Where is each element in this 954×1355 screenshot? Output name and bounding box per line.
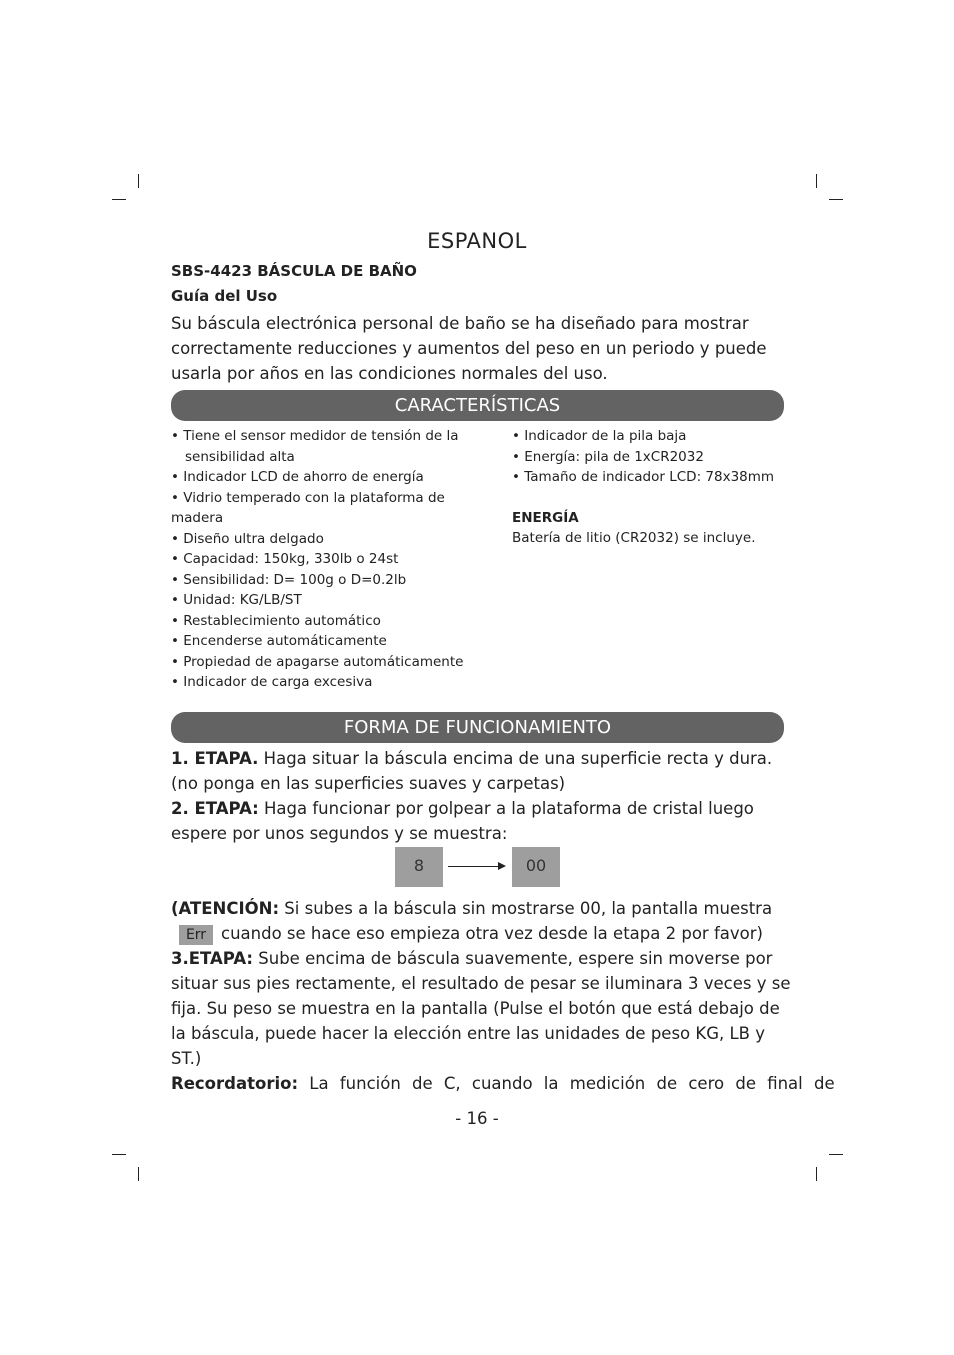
guide-title: Guía del Uso (171, 287, 278, 305)
attention-line-1 (171, 896, 791, 921)
attention-note (171, 896, 791, 946)
model-title: SBS-4423 BÁSCULA DE BAÑO (171, 262, 417, 280)
attention-label: (ATENCIÓN: (171, 899, 280, 918)
reminder (171, 1071, 835, 1096)
list-item: sensibilidad alta (185, 448, 295, 465)
list-item: • Diseño ultra delgado (171, 530, 324, 547)
step-2-text: Haga funcionar por golpear a la plataforma de cristal luego espere por unos segundos y se muestra: (171, 799, 754, 843)
list-item: • Indicador de la pila baja (512, 428, 687, 444)
step-3-label: 3.ETAPA: (171, 949, 254, 968)
features-list-right (512, 426, 802, 549)
list-item: • Energía: pila de 1xCR2032 (512, 448, 704, 465)
crop-mark (138, 1167, 139, 1181)
step-1 (171, 746, 791, 796)
arrow-right-icon (448, 866, 502, 867)
page-title: ESPANOL (427, 229, 527, 253)
step-1-label: 1. ETAPA. (171, 749, 259, 768)
list-item: • Sensibilidad: D= 100g o D=0.2lb (171, 571, 407, 588)
arrow-head-icon (498, 862, 506, 870)
reminder-label: Recordatorio: (171, 1074, 299, 1093)
crop-mark (138, 174, 139, 188)
lcd-display-initial: 8 (395, 847, 443, 887)
features-heading: CARACTERÍSTICAS (171, 390, 784, 421)
crop-mark (829, 199, 843, 200)
operation-heading: FORMA DE FUNCIONAMIENTO (171, 712, 784, 743)
list-item: • Propiedad de apagarse automáticamente (171, 653, 464, 670)
list-item: • Unidad: KG/LB/ST (171, 592, 302, 608)
list-item: • Indicador de carga excesiva (171, 674, 373, 690)
list-item: • Restablecimiento automático (171, 612, 381, 629)
crop-mark (816, 1167, 817, 1181)
list-item: • Tiene el sensor medidor de tensión de la (171, 428, 459, 444)
crop-mark (112, 199, 126, 200)
intro-paragraph: Su báscula electrónica personal de baño se ha diseñado para mostrar correctamente reducciones y aumentos del peso en un periodo y puede usarla por años en las condiciones normales del uso. (171, 314, 767, 383)
reminder-text: La función de C, cuando la medición de cero de final de (298, 1074, 835, 1093)
attention-text: Si subes a la báscula sin mostrarse 00, la pantalla muestra (279, 899, 773, 918)
steps-block (171, 746, 791, 846)
list-item: • Encenderse automáticamente (171, 633, 387, 649)
lcd-error-display: Err (179, 925, 213, 945)
list-item: • Tamaño de indicador LCD: 78x38mm (512, 469, 775, 485)
list-item: • Indicador LCD de ahorro de energía (171, 469, 424, 485)
lcd-display-zero: 00 (512, 847, 560, 887)
crop-mark (112, 1154, 126, 1155)
page-number: - 16 - (455, 1109, 499, 1128)
attention-text-2: cuando se hace eso empieza otra vez desde la etapa 2 por favor) (221, 924, 763, 943)
crop-mark (829, 1154, 843, 1155)
list-item: • Vidrio temperado con la plataforma de madera (171, 489, 445, 526)
step-3 (171, 946, 791, 1071)
energy-heading: ENERGÍA (512, 509, 579, 526)
step-3-text: Sube encima de báscula suavemente, espere sin moverse por situar sus pies rectamente, el resultado de pesar se iluminara 3 veces y se fija. Su peso se muestra en la pantalla (Pulse el botón que está debajo de la báscula, puede hacer la elección entre las unidades de peso KG, LB y ST.) (171, 949, 791, 1068)
list-item: • Capacidad: 150kg, 330lb o 24st (171, 551, 399, 567)
crop-mark (816, 174, 817, 188)
step-2 (171, 796, 791, 846)
attention-line-2 (171, 921, 791, 946)
step-1-text: Haga situar la báscula encima de una superficie recta y dura. (no ponga en las superficies suaves y carpetas) (171, 749, 773, 793)
energy-text: Batería de litio (CR2032) se incluye. (512, 530, 756, 546)
features-list-left (171, 426, 491, 693)
step-2-label: 2. ETAPA: (171, 799, 259, 818)
